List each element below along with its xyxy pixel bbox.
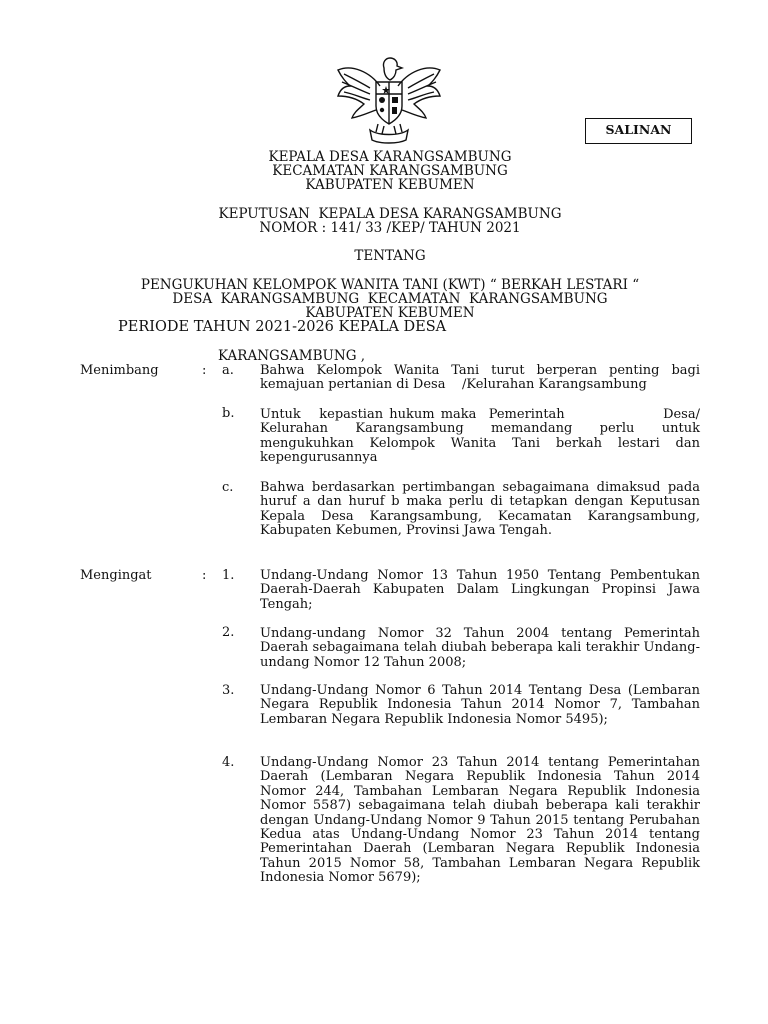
menimbang-item-a-text: Bahwa Kelompok Wanita Tani turut berperan penting bagi kemajuan pertanian di Desa /Kelurahan Karangsambung	[260, 363, 705, 393]
menimbang-item-a-mark: a.	[222, 363, 234, 378]
menimbang-item-b-text: Untuk kepastian hukum maka Pemerintah Desa/ Kelurahan Karangsambung memandang perlu untuk mengukuhkan Kelompok Wanita Tani berkah lestari dan kepengurusannya	[260, 407, 705, 466]
mengingat-item-1-text: Undang-Undang Nomor 13 Tahun 1950 Tentang Pembentukan Daerah-Daerah Kabupaten Dalam Lingkungan Propinsi Jawa Tengah;	[260, 568, 700, 612]
mengingat-item-3-text: Undang-Undang Nomor 6 Tahun 2014 Tentang Desa (Lembaran Negara Republik Indonesia Tahun 2014 Nomor 7, Tambahan Lembaran Negara Republik Indonesia Nomor 5495);	[260, 683, 700, 727]
header-line-1: KEPALA DESA KARANGSAMBUNG	[268, 149, 512, 165]
decree-periode: PERIODE TAHUN 2021-2026 KEPALA DESA	[118, 319, 447, 335]
mengingat-label: Mengingat	[80, 568, 152, 583]
menimbang-colon: :	[202, 363, 207, 378]
header-line-2: KECAMATAN KARANGSAMBUNG	[272, 163, 508, 179]
mengingat-item-2-mark: 2.	[222, 625, 235, 640]
garuda-emblem-icon	[330, 52, 448, 152]
decree-number: NOMOR : 141/ 33 /KEP/ TAHUN 2021	[259, 220, 521, 236]
header-line-3: KABUPATEN KEBUMEN	[305, 177, 475, 193]
decree-karangsambung: KARANGSAMBUNG ,	[218, 348, 366, 364]
subject-line-3: KABUPATEN KEBUMEN	[305, 305, 475, 321]
mengingat-item-4-mark: 4.	[222, 755, 235, 770]
menimbang-item-b-mark: b.	[222, 406, 235, 421]
subject-line-1: PENGUKUHAN KELOMPOK WANITA TANI (KWT) “ BERKAH LESTARI “	[140, 277, 640, 293]
decree-tentang: TENTANG	[354, 248, 426, 264]
menimbang-item-c-text: Bahwa berdasarkan pertimbangan sebagaimana dimaksud pada huruf a dan huruf b maka perlu di tetapkan dengan Keputusan Kepala Desa Karangsambung, Kecamatan Karangsambung, Kabupaten Kebumen, Provinsi Jawa Tengah.	[260, 480, 700, 539]
menimbang-item-c-mark: c.	[222, 480, 234, 495]
mengingat-item-3-mark: 3.	[222, 683, 235, 698]
decree-title: KEPUTUSAN KEPALA DESA KARANGSAMBUNG	[218, 206, 562, 222]
mengingat-item-1-mark: 1.	[222, 568, 235, 583]
mengingat-colon: :	[202, 568, 207, 583]
subject-line-2: DESA KARANGSAMBUNG KECAMATAN KARANGSAMBUNG	[172, 291, 608, 307]
mengingat-item-4-text: Undang-Undang Nomor 23 Tahun 2014 tentang Pemerintahan Daerah (Lembaran Negara Republik Indonesia Tahun 2014 Nomor 244, Tambahan Lembaran Negara Republik Indonesia Nomor 5587) sebagaimana telah diubah beberapa kali terakhir dengan Undang-Undang Nomor 9 Tahun 2015 tentang Perubahan Kedua atas Undang-Undang Nomor 23 Tahun 2014 tentang Pemerintahan Daerah (Lembaran Negara Republik Indonesia Tahun 2015 Nomor 58, Tambahan Lembaran Negara Republik Indonesia Nomor 5679);	[260, 755, 700, 886]
salinan-badge: SALINAN	[585, 118, 692, 144]
mengingat-item-2-text: Undang-undang Nomor 32 Tahun 2004 tentang Pemerintah Daerah sebagaimana telah diubah beberapa kali terakhir Undang-undang Nomor 12 Tahun 2008;	[260, 626, 700, 670]
menimbang-label: Menimbang	[80, 363, 159, 378]
